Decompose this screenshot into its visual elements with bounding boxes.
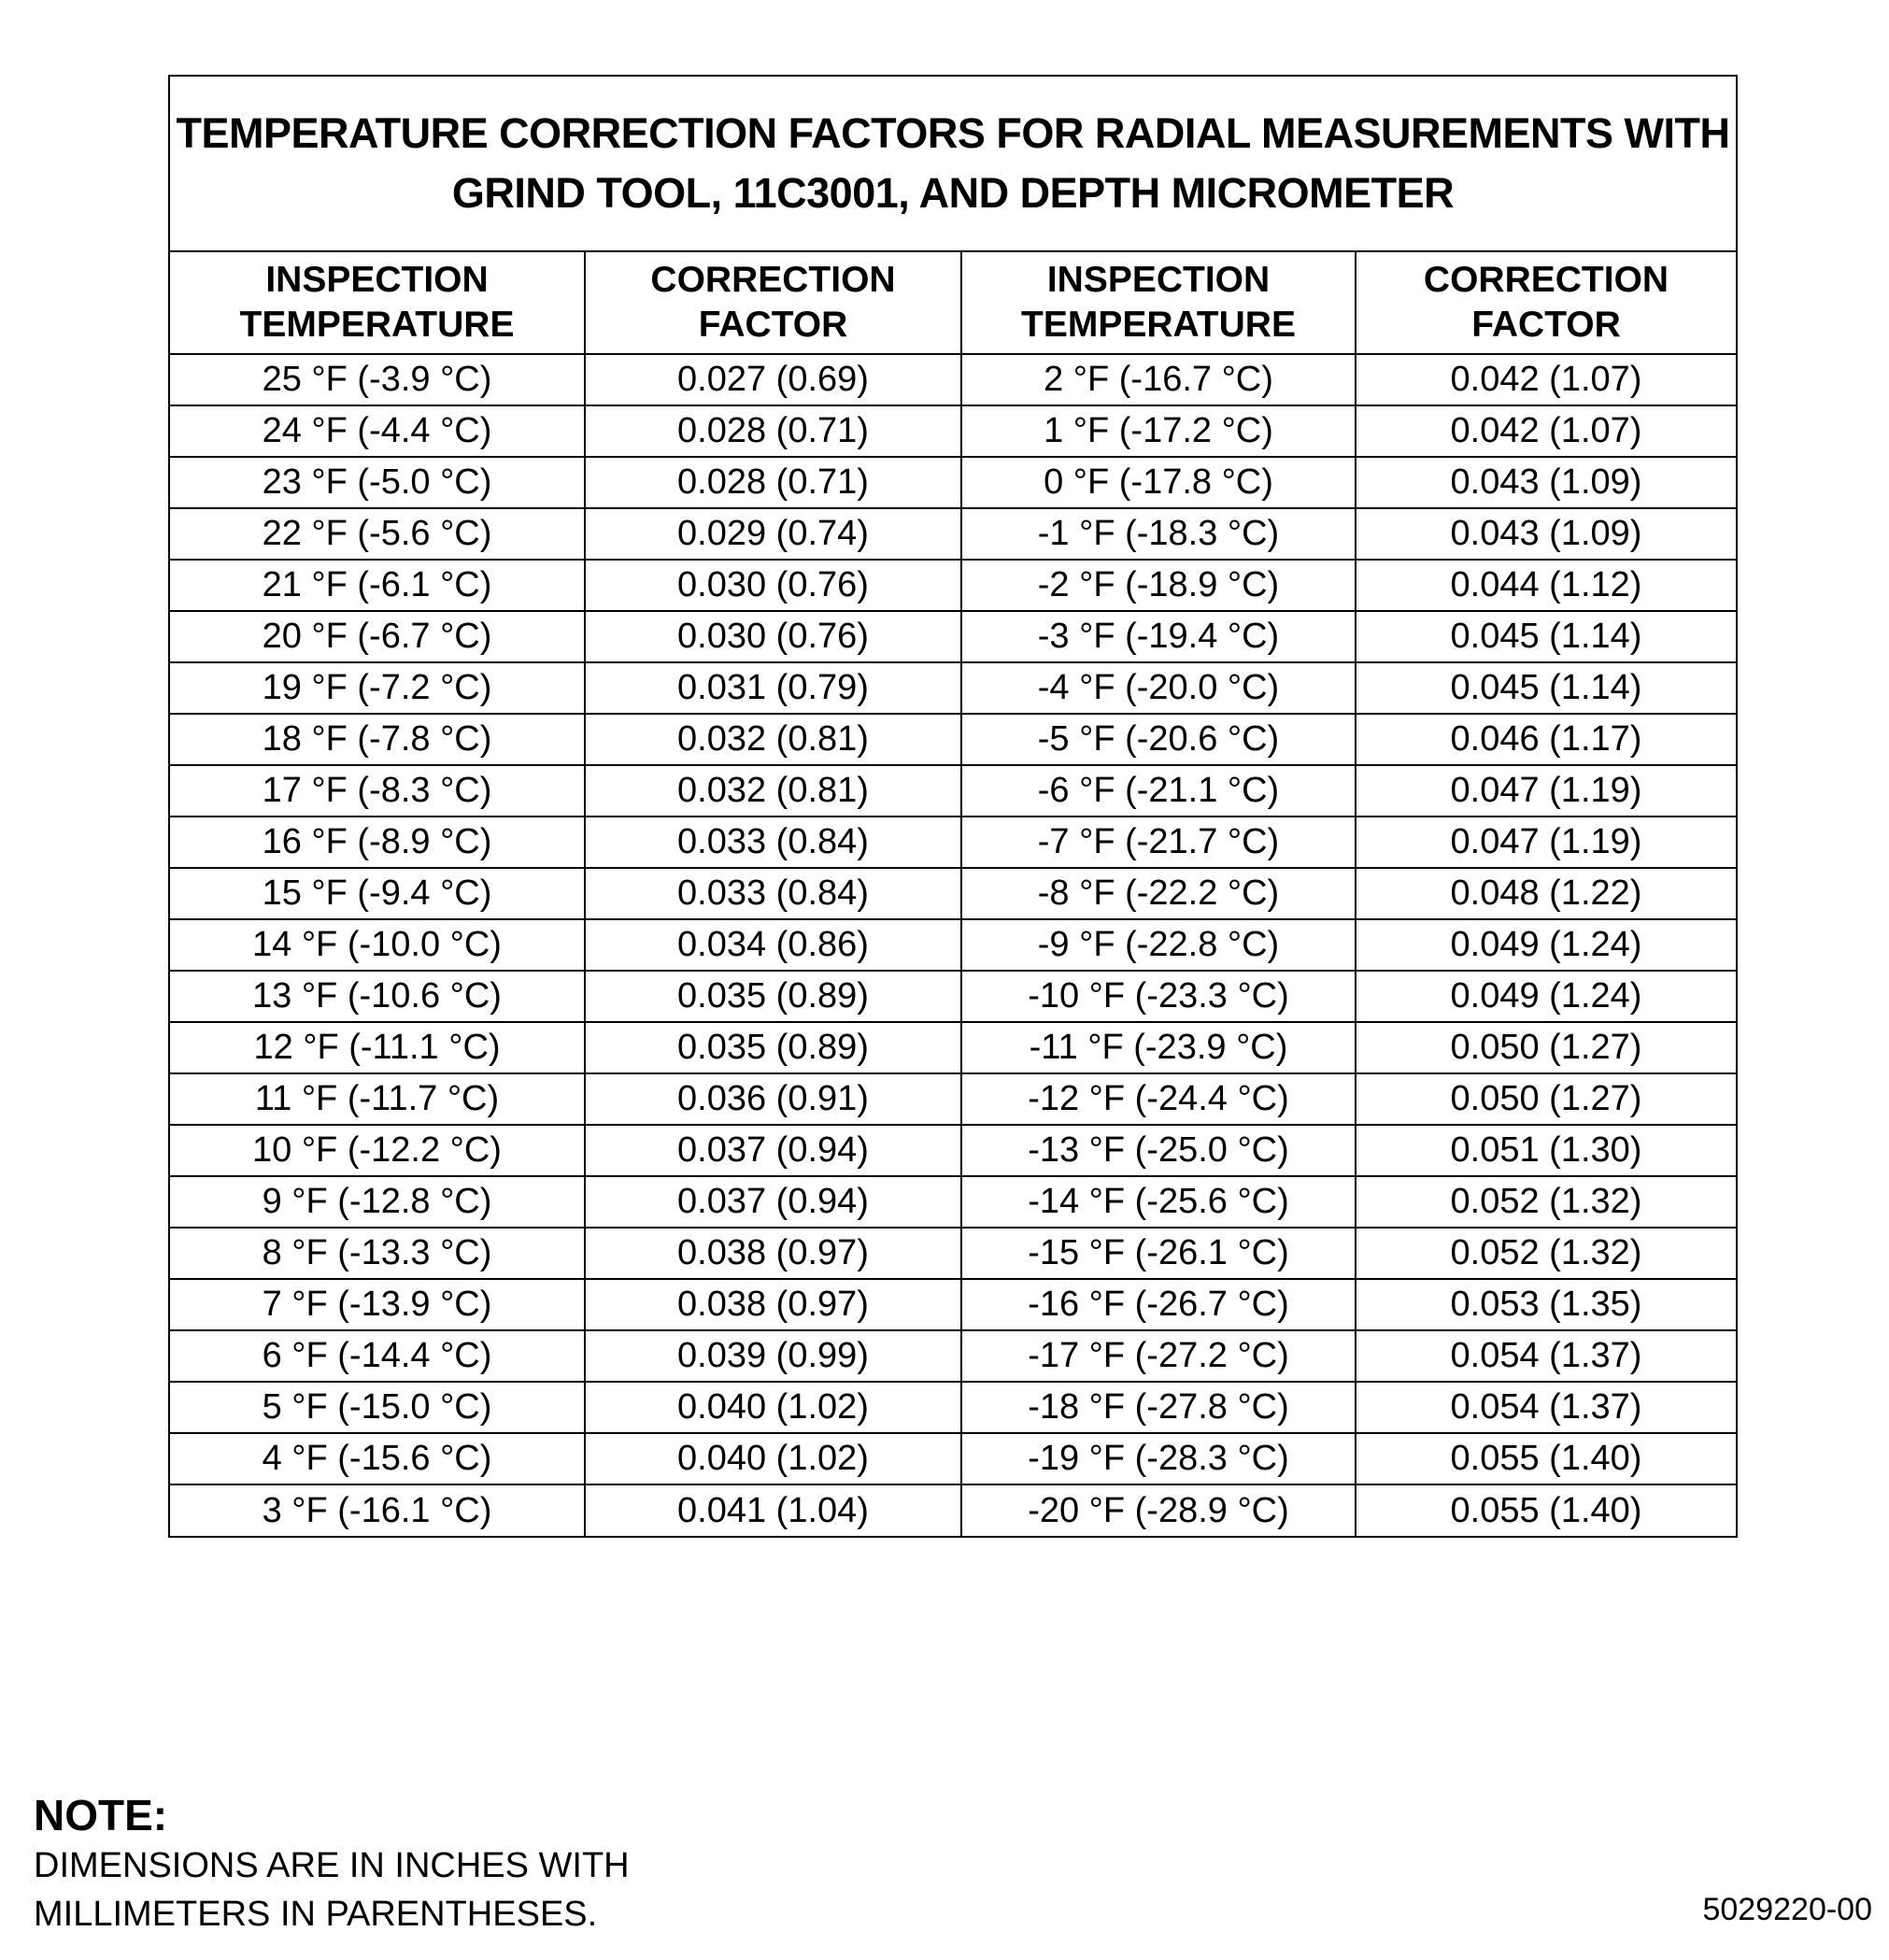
correction-factor-cell: 0.030 (0.76) [585, 611, 961, 662]
inspection-temperature-cell: 25 °F (-3.9 °C) [262, 360, 492, 399]
column-header-correction-factor-2 [1356, 252, 1736, 354]
column-header-inspection-temperature-2 [961, 252, 1356, 354]
table-row [170, 765, 1736, 817]
correction-factor-cell: 0.033 (0.84) [585, 817, 961, 868]
inspection-temperature-cell: -16 °F (-26.7 °C) [961, 1279, 1356, 1330]
table-title [170, 77, 1736, 252]
inspection-temperature-cell: -20 °F (-28.9 °C) [961, 1484, 1356, 1536]
correction-factor-cell: 0.038 (0.97) [585, 1228, 961, 1279]
correction-factor-cell: 0.050 (1.27) [1356, 1073, 1736, 1125]
inspection-temperature-cell: -8 °F (-22.2 °C) [961, 868, 1356, 919]
table-row [170, 971, 1736, 1022]
table-row [170, 1330, 1736, 1382]
inspection-temperature-cell: -17 °F (-27.2 °C) [961, 1330, 1356, 1382]
correction-factor-cell: 0.045 (1.14) [1356, 611, 1736, 662]
correction-factor-cell: 0.038 (0.97) [585, 1279, 961, 1330]
correction-factor-cell: 0.031 (0.79) [585, 662, 961, 714]
inspection-temperature-cell: 20 °F (-6.7 °C) [170, 611, 585, 662]
correction-factor-cell: 0.028 (0.71) [585, 457, 961, 508]
column-header-line: TEMPERATURE [239, 305, 515, 345]
inspection-temperature-cell: -5 °F (-20.6 °C) [961, 714, 1356, 765]
inspection-temperature-cell: 8 °F (-13.3 °C) [170, 1228, 585, 1279]
note-text-line-2: MILLIMETERS IN PARENTHESES. [34, 1895, 598, 1934]
column-header-correction-factor-1 [585, 252, 961, 354]
inspection-temperature-cell: 12 °F (-11.1 °C) [170, 1022, 585, 1073]
correction-factor-cell: 0.037 (0.94) [585, 1176, 961, 1228]
table-row [170, 1022, 1736, 1073]
correction-factor-table-frame [168, 75, 1738, 1538]
column-header-line: FACTOR [1471, 305, 1621, 345]
correction-factor-cell: 0.052 (1.32) [1356, 1228, 1736, 1279]
table-row [170, 611, 1736, 662]
inspection-temperature-cell: -18 °F (-27.8 °C) [961, 1382, 1356, 1433]
correction-factor-cell: 0.050 (1.27) [1356, 1022, 1736, 1073]
correction-factor-cell: 0.027 (0.69) [585, 354, 961, 405]
correction-factor-cell: 0.049 (1.24) [1356, 919, 1736, 971]
table-row [170, 508, 1736, 560]
correction-factor-cell: 0.043 (1.09) [1356, 508, 1736, 560]
table-row [170, 560, 1736, 611]
table-row [170, 1073, 1736, 1125]
inspection-temperature-cell: 11 °F (-11.7 °C) [170, 1073, 585, 1125]
table-body [170, 354, 1736, 1536]
figure-id-label: 5029220-00 [1702, 1892, 1872, 1927]
correction-factor-cell: 0.040 (1.02) [585, 1382, 961, 1433]
correction-factor-cell: 0.054 (1.37) [1356, 1330, 1736, 1382]
inspection-temperature-cell: 13 °F (-10.6 °C) [170, 971, 585, 1022]
inspection-temperature-cell: 19 °F (-7.2 °C) [170, 662, 585, 714]
correction-factor-cell: 0.035 (0.89) [585, 971, 961, 1022]
inspection-temperature-cell: 0 °F (-17.8 °C) [961, 457, 1356, 508]
table-title-line-2: GRIND TOOL, 11C3001, AND DEPTH MICROMETER [451, 169, 1455, 217]
column-header-line: TEMPERATURE [1021, 305, 1296, 345]
note-block [34, 1789, 630, 1939]
inspection-temperature-cell: -4 °F (-20.0 °C) [961, 662, 1356, 714]
inspection-temperature-cell: 1 °F (-17.2 °C) [961, 405, 1356, 457]
inspection-temperature-cell: 21 °F (-6.1 °C) [170, 560, 585, 611]
correction-factor-cell: 0.044 (1.12) [1356, 560, 1736, 611]
inspection-temperature-cell: 18 °F (-7.8 °C) [170, 714, 585, 765]
inspection-temperature-cell: 23 °F (-5.0 °C) [170, 457, 585, 508]
table-row [170, 1125, 1736, 1176]
correction-factor-cell: 0.045 (1.14) [1356, 662, 1736, 714]
inspection-temperature-cell: -10 °F (-23.3 °C) [961, 971, 1356, 1022]
inspection-temperature-cell: 5 °F (-15.0 °C) [170, 1382, 585, 1433]
inspection-temperature-cell: 15 °F (-9.4 °C) [170, 868, 585, 919]
correction-factor-table [170, 252, 1736, 1536]
inspection-temperature-cell: -14 °F (-25.6 °C) [961, 1176, 1356, 1228]
correction-factor-cell: 0.042 (1.07) [1356, 405, 1736, 457]
header-row [170, 252, 1736, 354]
table-row [170, 919, 1736, 971]
inspection-temperature-cell: 9 °F (-12.8 °C) [170, 1176, 585, 1228]
inspection-temperature-cell: -15 °F (-26.1 °C) [961, 1228, 1356, 1279]
correction-factor-cell: 0.049 (1.24) [1356, 971, 1736, 1022]
inspection-temperature-cell: -11 °F (-23.9 °C) [961, 1022, 1356, 1073]
table-row [170, 662, 1736, 714]
inspection-temperature-cell: -1 °F (-18.3 °C) [961, 508, 1356, 560]
table-row [170, 1382, 1736, 1433]
correction-factor-cell: 0.053 (1.35) [1356, 1279, 1736, 1330]
correction-factor-cell: 0.032 (0.81) [585, 765, 961, 817]
note-text-line-1: DIMENSIONS ARE IN INCHES WITH [34, 1846, 630, 1885]
inspection-temperature-cell: -7 °F (-21.7 °C) [961, 817, 1356, 868]
inspection-temperature-cell: -6 °F (-21.1 °C) [961, 765, 1356, 817]
inspection-temperature-cell: 24 °F (-4.4 °C) [170, 405, 585, 457]
correction-factor-cell: 0.033 (0.84) [585, 868, 961, 919]
correction-factor-cell: 0.030 (0.76) [585, 560, 961, 611]
column-header-line: INSPECTION [265, 260, 489, 300]
correction-factor-cell: 0.037 (0.94) [585, 1125, 961, 1176]
table-row [170, 405, 1736, 457]
inspection-temperature-cell: 4 °F (-15.6 °C) [170, 1433, 585, 1484]
table-row [170, 868, 1736, 919]
correction-factor-cell: 0.035 (0.89) [585, 1022, 961, 1073]
inspection-temperature-cell: 17 °F (-8.3 °C) [170, 765, 585, 817]
inspection-temperature-cell: 22 °F (-5.6 °C) [170, 508, 585, 560]
correction-factor-cell: 0.042 (1.07) [1356, 354, 1736, 405]
correction-factor-cell: 0.028 (0.71) [585, 405, 961, 457]
note-heading: NOTE: [34, 1791, 168, 1839]
correction-factor-cell: 0.055 (1.40) [1356, 1484, 1736, 1536]
inspection-temperature-cell: -13 °F (-25.0 °C) [961, 1125, 1356, 1176]
inspection-temperature-cell: -9 °F (-22.8 °C) [961, 919, 1356, 971]
inspection-temperature-cell: 7 °F (-13.9 °C) [170, 1279, 585, 1330]
column-header-line: FACTOR [698, 305, 848, 345]
correction-factor-cell: 0.029 (0.74) [585, 508, 961, 560]
table-row [170, 817, 1736, 868]
table-row [170, 714, 1736, 765]
correction-factor-cell: 0.041 (1.04) [585, 1484, 961, 1536]
correction-factor-cell: 0.048 (1.22) [1356, 868, 1736, 919]
inspection-temperature-cell: 16 °F (-8.9 °C) [170, 817, 585, 868]
correction-factor-cell: 0.047 (1.19) [1356, 817, 1736, 868]
inspection-temperature-cell: -3 °F (-19.4 °C) [961, 611, 1356, 662]
correction-factor-cell: 0.040 (1.02) [585, 1433, 961, 1484]
table-row [170, 1176, 1736, 1228]
inspection-temperature-cell: -19 °F (-28.3 °C) [961, 1433, 1356, 1484]
table-title-line-1: TEMPERATURE CORRECTION FACTORS FOR RADIAL MEASUREMENTS WITH [176, 109, 1730, 157]
column-header-inspection-temperature-1 [170, 252, 585, 354]
table-row [170, 1228, 1736, 1279]
column-header-line: CORRECTION [650, 260, 896, 300]
correction-factor-cell: 0.052 (1.32) [1356, 1176, 1736, 1228]
inspection-temperature-cell: -2 °F (-18.9 °C) [961, 560, 1356, 611]
correction-factor-cell: 0.051 (1.30) [1356, 1125, 1736, 1176]
inspection-temperature-cell: 10 °F (-12.2 °C) [170, 1125, 585, 1176]
table-row [170, 1279, 1736, 1330]
inspection-temperature-cell: 6 °F (-14.4 °C) [170, 1330, 585, 1382]
correction-factor-cell: 0.036 (0.91) [585, 1073, 961, 1125]
correction-factor-cell: 0.054 (1.37) [1356, 1382, 1736, 1433]
correction-factor-cell: 0.055 (1.40) [1356, 1433, 1736, 1484]
inspection-temperature-cell: 2 °F (-16.7 °C) [961, 354, 1356, 405]
inspection-temperature-cell: -12 °F (-24.4 °C) [961, 1073, 1356, 1125]
correction-factor-cell: 0.034 (0.86) [585, 919, 961, 971]
correction-factor-cell: 0.043 (1.09) [1356, 457, 1736, 508]
column-header-line: INSPECTION [1046, 260, 1271, 300]
correction-factor-cell: 0.047 (1.19) [1356, 765, 1736, 817]
table-row [170, 1433, 1736, 1484]
table-row [170, 457, 1736, 508]
column-header-line: CORRECTION [1423, 260, 1669, 300]
inspection-temperature-cell: 3 °F (-16.1 °C) [170, 1484, 585, 1536]
table-row [170, 1484, 1736, 1536]
correction-factor-cell: 0.046 (1.17) [1356, 714, 1736, 765]
correction-factor-cell: 0.039 (0.99) [585, 1330, 961, 1382]
correction-factor-cell: 0.032 (0.81) [585, 714, 961, 765]
table-row [170, 354, 1736, 405]
inspection-temperature-cell: 14 °F (-10.0 °C) [170, 919, 585, 971]
